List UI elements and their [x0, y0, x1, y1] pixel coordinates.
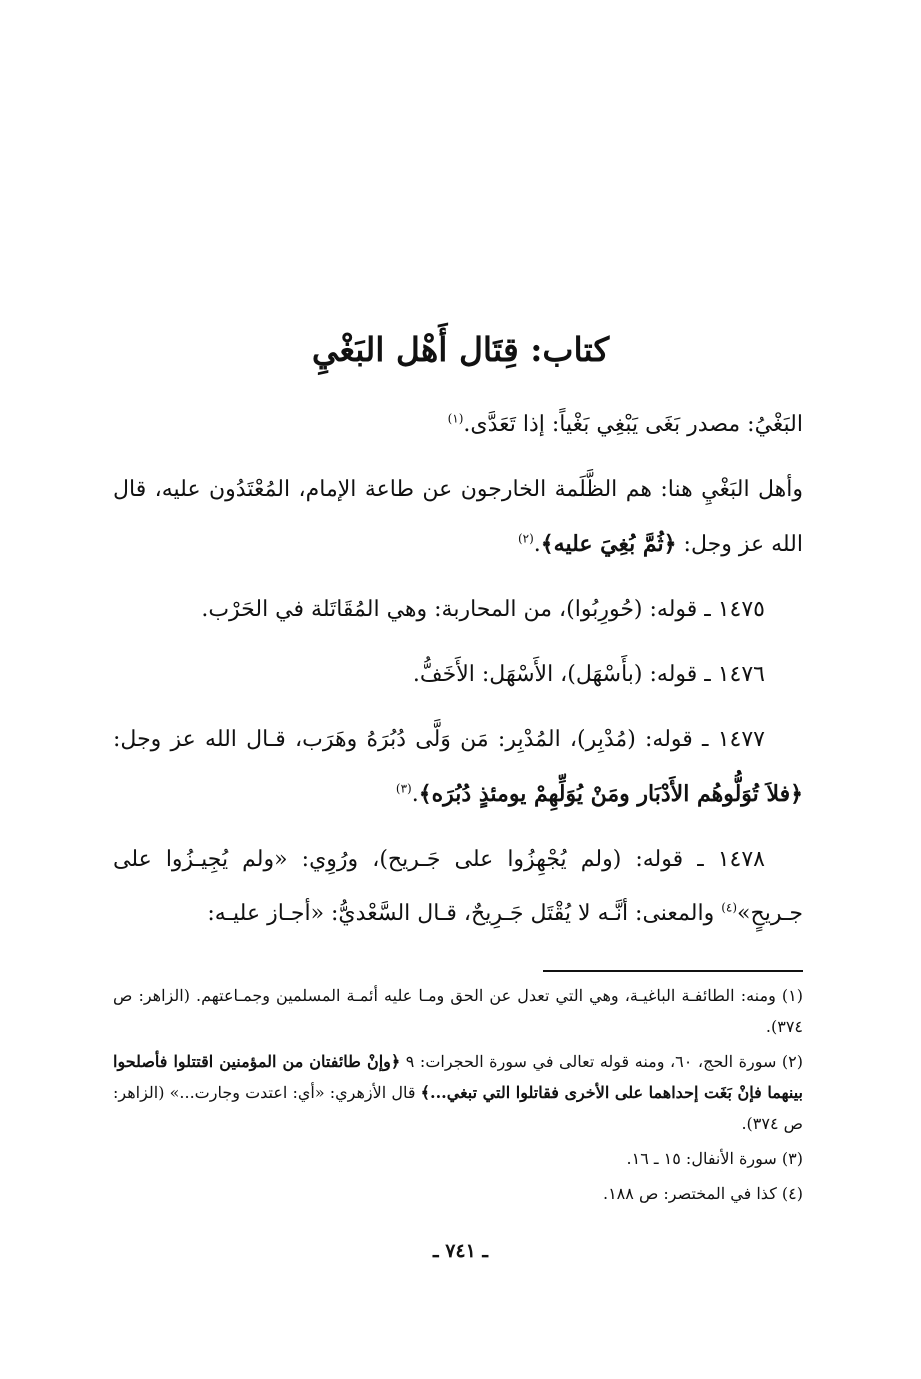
footnote-text: سورة الحج، ٦٠، ومنه قوله تعالى في سورة الحجرات: ٩ [400, 1052, 777, 1071]
entry-1475 [113, 583, 803, 637]
entry-1476 [113, 648, 803, 702]
footnote-4 [113, 1178, 803, 1209]
definition-text: البَغْيُ: مصدر بَغَى يَبْغِي بَغْياً: إذا تَعَدَّى. [463, 412, 803, 437]
footnote-number: (١) [781, 986, 803, 1005]
entry-number: ١٤٧٨ [717, 847, 765, 872]
entry-text: ـ قوله: (بأَسْهَل)، الأَسْهَل: الأَخَفُّ. [412, 662, 718, 687]
definition-ahl-albagh [113, 463, 803, 572]
chapter-title: كتاب: قِتَال أَهْل البَغْيِ [311, 330, 610, 369]
footnote-ref-2[interactable]: (٢) [517, 531, 534, 546]
footnote-ref-4[interactable]: (٤) [721, 900, 738, 915]
footnote-ref-3[interactable]: (٣) [395, 781, 412, 796]
entry-text: ـ قوله: (حُورِبُوا)، من المحاربة: وهي المُقَاتَلة في الحَرْب. [201, 597, 718, 622]
quran-quote: ﴿فلاَ تُوَلُّوهُم الأَدْبَار ومَنْ يُوَلِّهِمْ يومئذٍ دُبُرَه﴾ [418, 781, 803, 807]
entry-number: ١٤٧٦ [717, 662, 765, 687]
entry-number: ١٤٧٧ [717, 727, 765, 752]
footnotes [113, 980, 803, 1213]
footnote-text: ومنه: الطائفـة الباغيـة، وهي التي تعدل عن الحق ومـا عليه أئمـة المسلمين وجمـاعتهم. (الزاهر: ص ٣٧٤). [113, 986, 803, 1036]
quran-quote: ﴿ثُمَّ بُغِيَ عليه﴾ [540, 531, 677, 557]
entry-1478 [113, 833, 803, 941]
entry-1477 [113, 713, 803, 822]
definition-bagh [113, 398, 803, 452]
footnote-number: (٣) [781, 1149, 803, 1168]
definition-text: وأهل البَغْيِ هنا: هم الظَّلَمة الخارجون عن طاعة الإمام، المُعْتَدُون عليه، قال الله عز وجل: [113, 477, 803, 557]
entry-text: ـ قوله: (ولم يُجْهِزُوا على جَـريح)، ورُوِي: «ولم يُجِيـزُوا على جـريحٍ» [113, 847, 803, 926]
footnote-3 [113, 1143, 803, 1174]
footnote-ref-1[interactable]: (١) [447, 411, 464, 426]
entry-text: ـ قوله: (مُدْبِر)، المُدْبِر: مَن وَلَّى دُبُرَهُ وهَرَب، قـال الله عز وجل: [113, 727, 718, 752]
footnote-separator [543, 970, 803, 972]
footnote-text: سورة الأنفال: ١٥ ـ ١٦. [626, 1149, 777, 1168]
footnote-text-end: قال الأزهري: «أي: اعتدت وجارت...» (الزاهر: ص ٣٧٤). [113, 1083, 803, 1133]
quran-quote: ﴿وإنْ طائفتان من المؤمنين اقتتلوا فأصلحوا بينهما فإنْ بَغَت إحداهما على الأخرى فقاتلوا التي تبغي...﴾ [113, 1052, 804, 1102]
footnote-text: كذا في المختصر: ص ١٨٨. [602, 1184, 777, 1203]
main-text [113, 398, 803, 952]
entry-text-end: والمعنى: أنَّـه لا يُقْتَل جَـرِيحٌ، قـال السَّعْديُّ: «أجـاز عليـه: [207, 901, 722, 926]
footnote-number: (٢) [781, 1052, 804, 1071]
entry-text-end: . [411, 782, 419, 807]
definition-text-end: . [533, 532, 541, 557]
footnote-number: (٤) [781, 1184, 803, 1203]
page-number: ـ ٧٤١ ـ [433, 1240, 488, 1262]
footnote-1 [113, 980, 803, 1042]
entry-number: ١٤٧٥ [717, 597, 765, 622]
footnote-2 [113, 1046, 803, 1139]
